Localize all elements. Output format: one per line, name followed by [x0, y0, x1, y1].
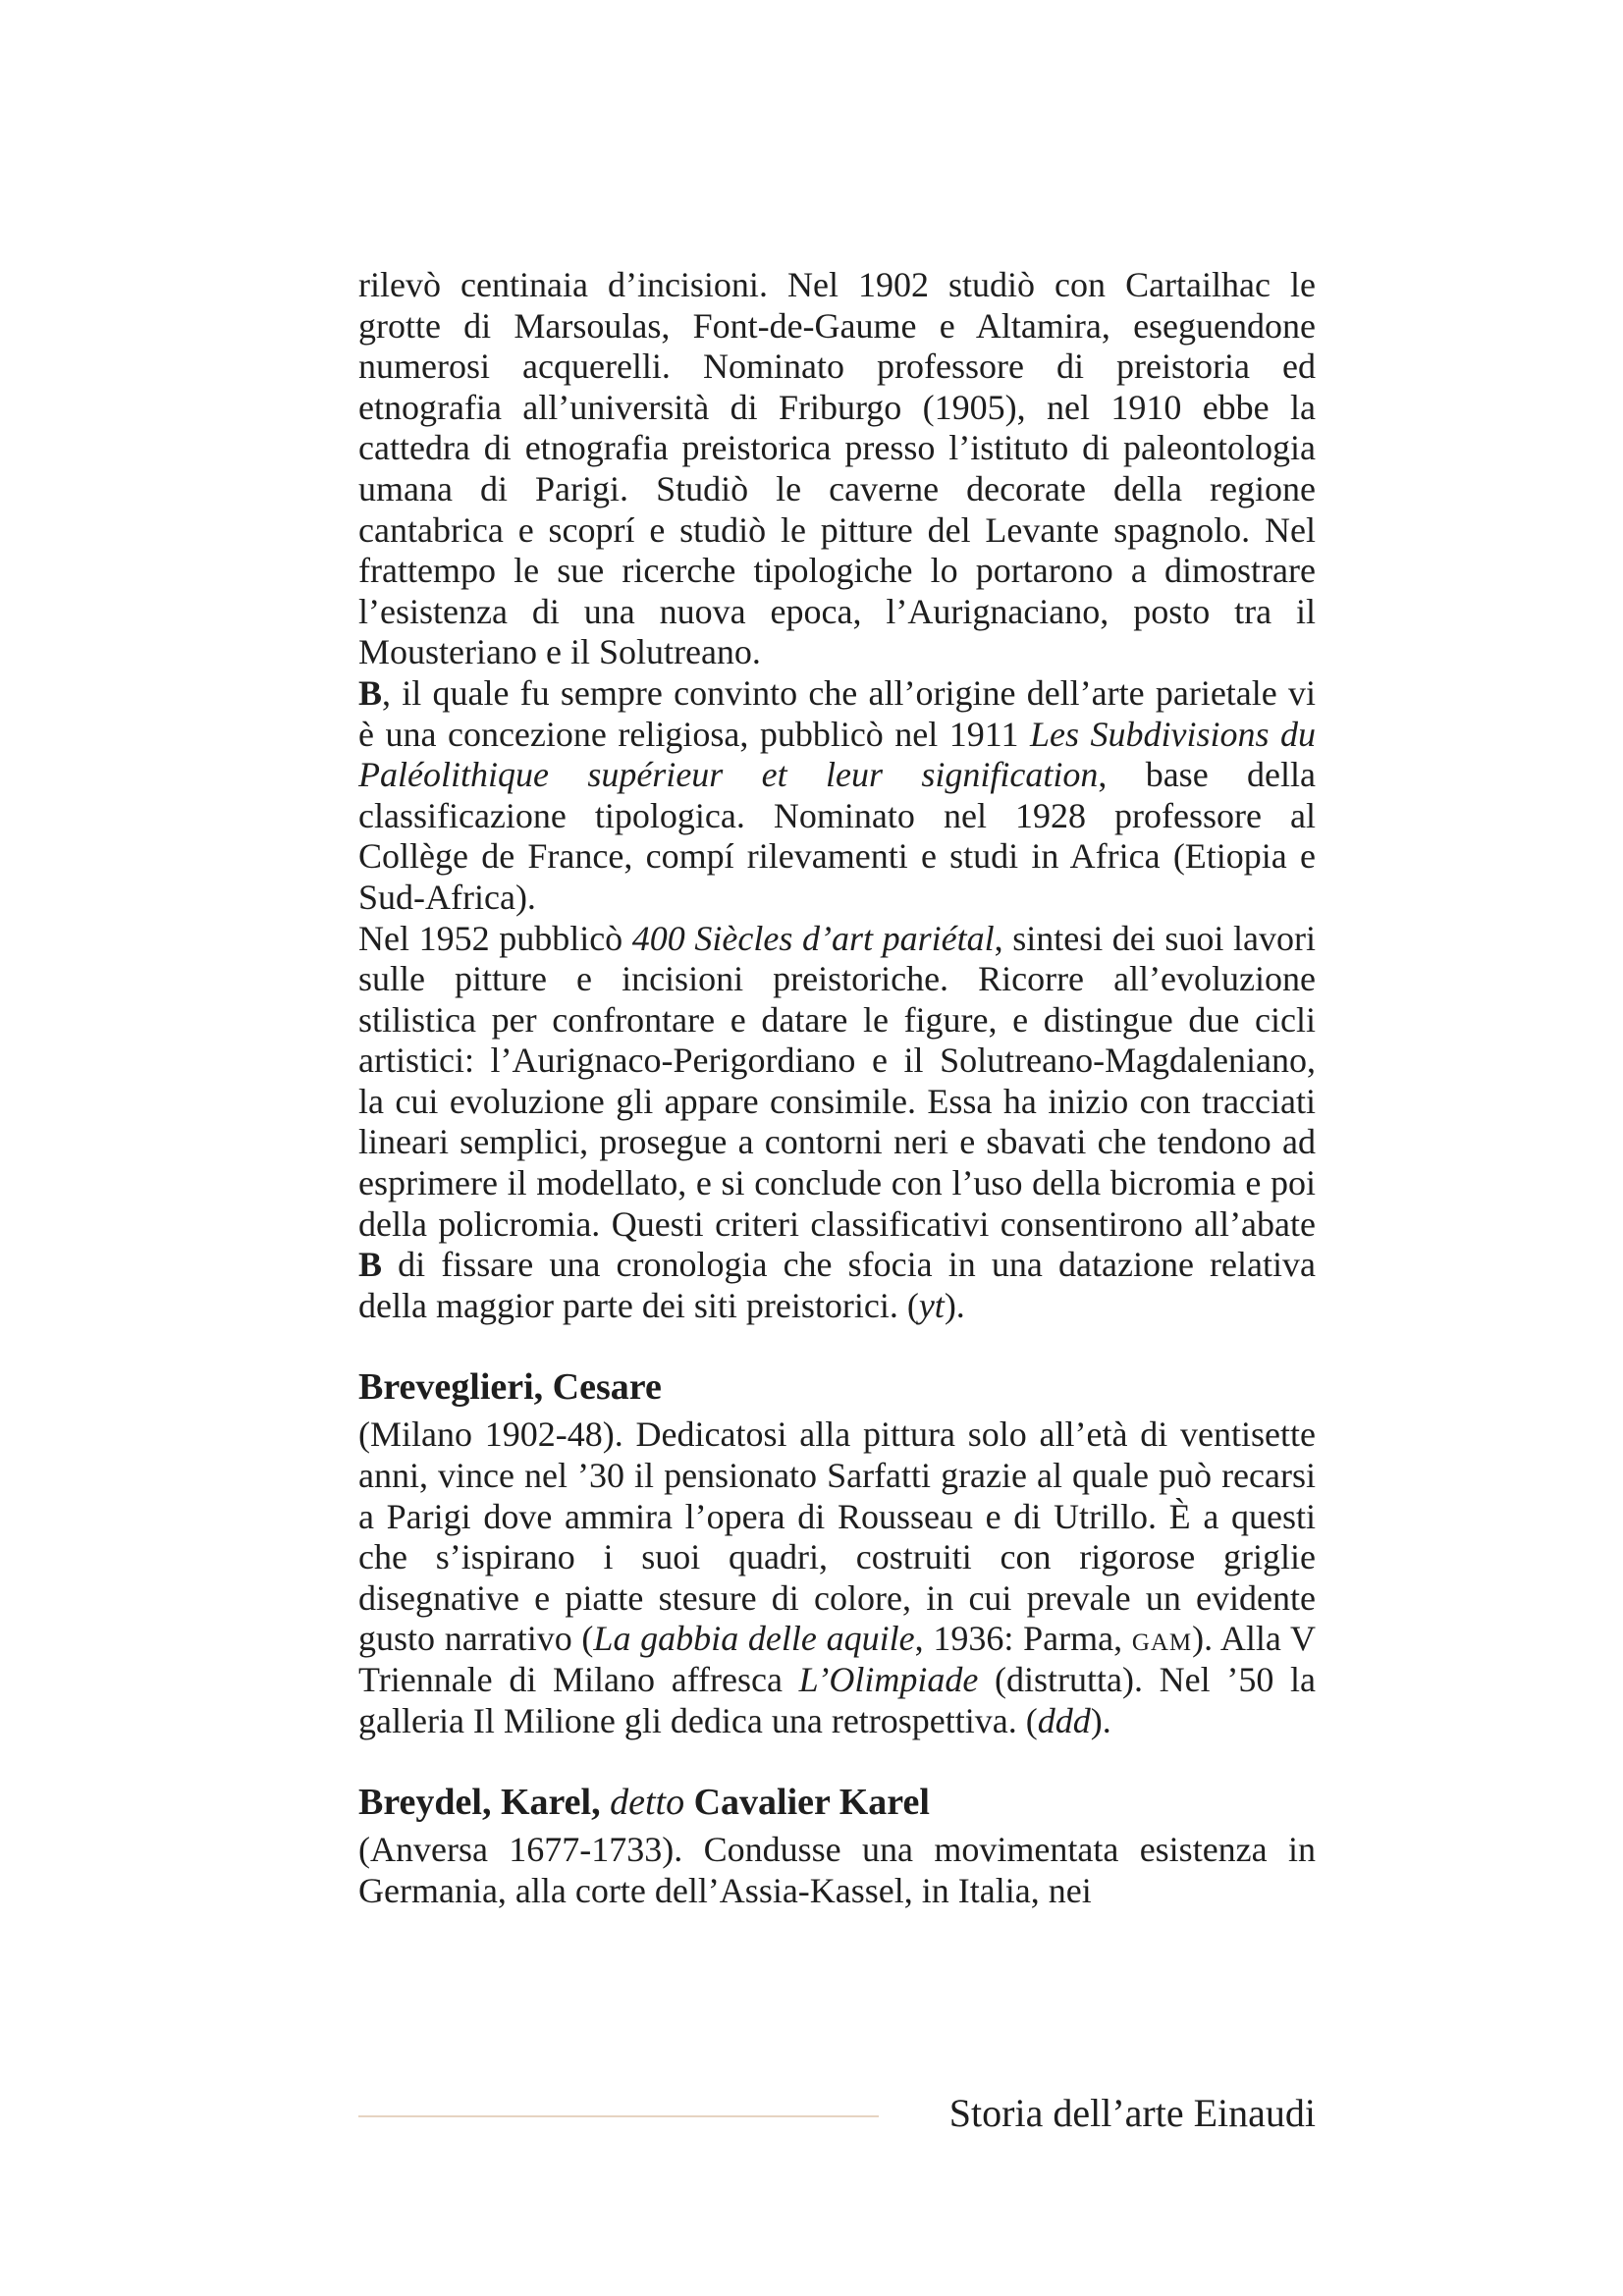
page-footer [358, 2089, 1316, 2138]
text-run: , 1936: Parma, [914, 1619, 1132, 1659]
text-run: ). [1090, 1700, 1111, 1740]
text-run: di fissare una cronologia che sfocia in una datazione relativa della maggior parte dei siti preistorici. ( [358, 1245, 1316, 1325]
entry-text-breydel: (Anversa 1677-1733). Condusse una movimentata esistenza in Germania, alla corte dell’Assia-Kassel, in Italia, nei [358, 1830, 1316, 1910]
heading-alias: Cavalier Karel [684, 1782, 930, 1824]
entry-heading-breydel [358, 1779, 1316, 1826]
heading-name: Breydel, Karel, [358, 1782, 611, 1824]
text-run: , base della classificazione tipologica. Nominato nel 1928 professore al Collège de France, compí rilevamenti e studi in Africa (Etiopia e Sud-Africa). [358, 755, 1316, 917]
artwork-title: L’Olimpiade [798, 1660, 979, 1699]
page-body [358, 265, 1316, 1911]
museum-abbreviation: gam [1131, 1619, 1193, 1659]
body-paragraph-2 [358, 919, 1316, 1327]
bold-abbreviation: B [358, 672, 383, 713]
text-run: (Milano 1902-48). Dedicatosi alla pittura solo all’età di ventisette anni, vince nel ’30 il pensionato Sarfatti grazie al quale può recarsi a Parigi dove ammira l’opera di Rousseau e di Utrillo. È a questi che s’ispirano i suoi quadri, costruiti con rigorose griglie disegnative e piatte stesure di colore, in cui prevale un evidente gusto narrativo ( [358, 1415, 1316, 1659]
body-paragraph-1 [358, 265, 1316, 919]
artwork-title: La gabbia delle aquile [593, 1619, 915, 1659]
text-run: , il quale fu sempre convinto che all’origine dell’arte parietale vi è una concezione religiosa, pubblicò nel 1911 [358, 672, 1316, 754]
heading-detto: detto [610, 1782, 685, 1824]
book-title: 400 Siècles d’art pariétal [631, 918, 995, 958]
book-title: Les Subdivisions du Paléolithique supérieur et leur signification [358, 714, 1316, 795]
text-run: (distrutta). Nel ’50 la galleria Il Milione gli dedica una retrospettiva. ( [358, 1660, 1316, 1740]
entry-text-breveglieri [358, 1415, 1316, 1741]
text-run: rilevò centinaia d’incisioni. Nel 1902 studiò con Cartailhac le grotte di Marsoulas, Font-de-Gaume e Altamira, eseguendone numerosi acquerelli. Nominato professore di preistoria ed etnografia all’università di Friburgo (1905), nel 1910 ebbe la cattedra di etnografia preistorica presso l’istituto di paleontologia umana di Parigi. Studiò le caverne decorate della regione cantabrica e scoprí e studiò le pitture del Levante spagnolo. Nel frattempo le sue ricerche tipologiche lo portarono a dimostrare l’esistenza di una nuova epoca, l’Aurignaciano, posto tra il Mousteriano e il Solutreano. [358, 265, 1316, 672]
author-initials: yt [918, 1285, 945, 1325]
text-run: Nel 1952 pubblicò [358, 918, 632, 958]
footer-label: Storia dell’arte Einaudi [948, 2091, 1316, 2135]
entry-heading-breveglieri: Breveglieri, Cesare [358, 1366, 662, 1409]
bold-abbreviation: B [358, 1245, 383, 1285]
text-run: ). Alla V Triennale di Milano affresca [358, 1619, 1316, 1699]
text-run: , sintesi dei suoi lavori sulle pitture e incisioni preistoriche. Ricorre all’evoluzione stilistica per confrontare e datare le figure, e distingue due cicli artistici: l’Aurignaco-Perigordiano e il Solutreano-Magdaleniano, la cui evoluzione gli appare consimile. Essa ha inizio con tracciati lineari semplici, prosegue a contorni neri e sbavati che tendono ad esprimere il modellato, e si conclude con l’uso della bicromia e poi della policromia. Questi criteri classificativi consentirono all’abate [358, 918, 1316, 1244]
text-run: ). [944, 1285, 965, 1325]
footer-rule [358, 2115, 879, 2117]
author-initials: ddd [1037, 1700, 1091, 1740]
